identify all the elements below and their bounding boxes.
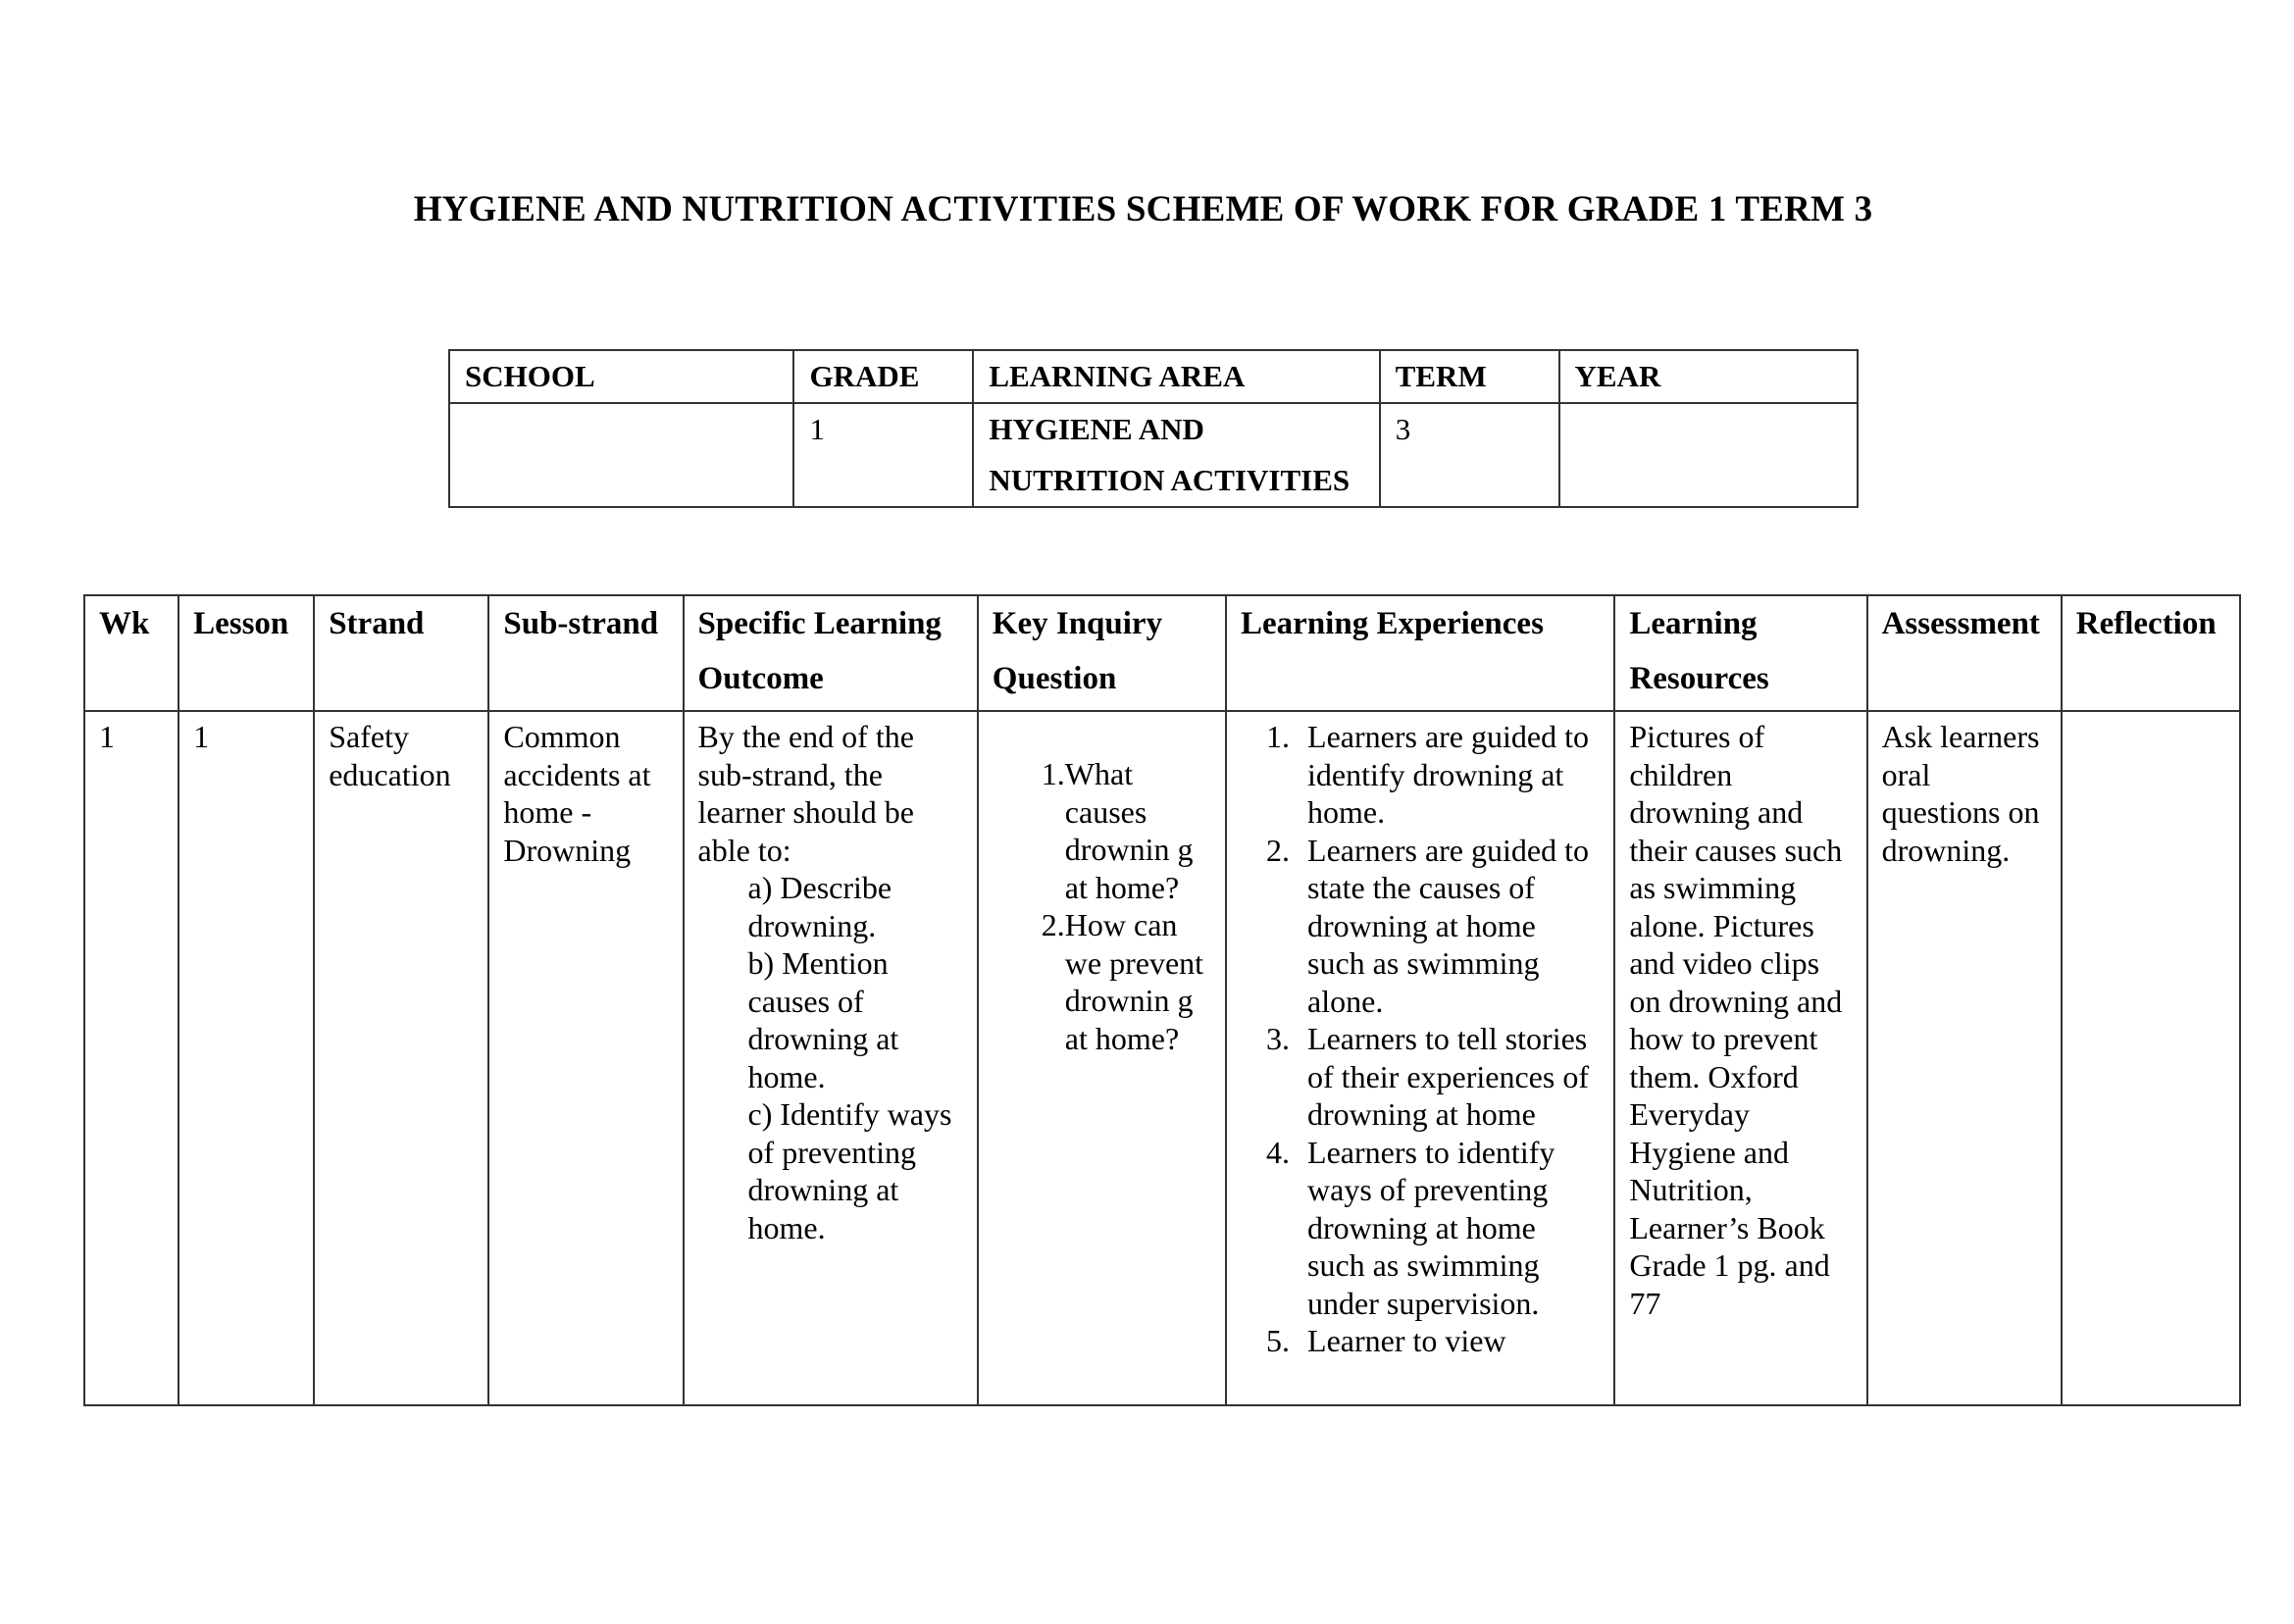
info-school-value [449, 403, 793, 507]
header-strand: Strand [314, 595, 488, 711]
header-slo-line2: Outcome [697, 661, 824, 696]
kiq-item-text: What causes drownin g at home? [1064, 756, 1194, 905]
header-key-inquiry-question [978, 595, 1226, 711]
info-header-learning-area: LEARNING AREA [973, 350, 1379, 403]
le-item-number: 3. [1266, 1021, 1291, 1056]
header-slo-line1: Specific Learning [697, 606, 942, 641]
header-wk: Wk [84, 595, 178, 711]
info-header-grade: GRADE [793, 350, 973, 403]
slo-item-label: a) [747, 870, 773, 905]
info-header-row [449, 350, 1858, 403]
table-row [84, 711, 2240, 1405]
header-sub-strand: Sub-strand [488, 595, 683, 711]
info-learning-area-value: HYGIENE AND NUTRITION ACTIVITIES [973, 403, 1379, 507]
header-specific-learning-outcome [684, 595, 978, 711]
header-assessment: Assessment [1867, 595, 2062, 711]
info-header-term: TERM [1380, 350, 1559, 403]
cell-lesson: 1 [178, 711, 314, 1405]
cell-learning-resources: Pictures of children drowning and their causes such as swimming alone. Pictures and video clips on drowning and how to prevent them. Oxford Everyday Hygiene and Nutrition, Learner’s Book Grade 1 pg. and 77 [1614, 711, 1866, 1405]
list-item [1241, 1134, 1600, 1323]
info-year-value [1559, 403, 1858, 507]
slo-item-text: Identify ways of preventing drowning at home. [747, 1096, 952, 1245]
list-item [1241, 1020, 1600, 1134]
le-item-number: 2. [1266, 832, 1291, 868]
cell-sub-strand: Common accidents at home - Drowning [488, 711, 683, 1405]
info-header-year: YEAR [1559, 350, 1858, 403]
document-title: HYGIENE AND NUTRITION ACTIVITIES SCHEME OF WORK FOR GRADE 1 TERM 3 [413, 189, 1873, 229]
kiq-item-number: 2. [1041, 907, 1065, 942]
info-header-school: SCHOOL [449, 350, 793, 403]
le-item-text: Learners are guided to identify drowning at home. [1307, 719, 1589, 830]
header-lr-line1: Learning [1629, 606, 1758, 641]
le-item-number: 4. [1266, 1134, 1291, 1170]
scheme-header-row [84, 595, 2240, 711]
list-item [1241, 1322, 1600, 1360]
list-item [1042, 755, 1211, 906]
info-grade-value: 1 [793, 403, 973, 507]
header-learning-experiences: Learning Experiences [1226, 595, 1614, 711]
slo-item-label: b) [747, 945, 775, 981]
cell-specific-learning-outcome [684, 711, 978, 1405]
slo-item-text: Mention causes of drowning at home. [747, 945, 899, 1094]
list-item [748, 944, 963, 1095]
cell-learning-experiences [1226, 711, 1614, 1405]
le-item-text: Learners to tell stories of their experiences of drowning at home [1307, 1021, 1589, 1132]
info-value-row [449, 403, 1858, 507]
cell-reflection [2062, 711, 2240, 1405]
le-item-number: 1. [1266, 719, 1291, 754]
kiq-item-text: How can we prevent drownin g at home? [1064, 907, 1204, 1056]
header-learning-resources [1614, 595, 1866, 711]
slo-intro: By the end of the sub-strand, the learner should be able to: [697, 719, 914, 868]
cell-assessment: Ask learners oral questions on drowning. [1867, 711, 2062, 1405]
list-item [1042, 906, 1211, 1057]
le-item-number: 5. [1266, 1323, 1291, 1358]
header-kiq-line2: Question [992, 661, 1117, 696]
list-item [1241, 832, 1600, 1021]
cell-key-inquiry-question [978, 711, 1226, 1405]
school-info-table [448, 349, 1859, 508]
learning-experiences-list [1241, 718, 1600, 1360]
info-term-value: 3 [1380, 403, 1559, 507]
cell-strand: Safety education [314, 711, 488, 1405]
list-item [748, 869, 963, 944]
list-item [1241, 718, 1600, 832]
header-kiq-line1: Key Inquiry [992, 606, 1163, 641]
kiq-list [993, 755, 1211, 1057]
slo-item-label: c) [747, 1096, 773, 1132]
slo-item-text: Describe drowning. [747, 870, 892, 943]
scheme-of-work-table [83, 594, 2241, 1406]
le-item-text: Learners to identify ways of preventing drowning at home such as swimming under supervision. [1307, 1134, 1555, 1321]
le-item-text: Learner to view [1307, 1323, 1506, 1358]
header-reflection: Reflection [2062, 595, 2240, 711]
cell-wk: 1 [84, 711, 178, 1405]
header-lr-line2: Resources [1629, 661, 1769, 696]
slo-list [698, 869, 963, 1246]
kiq-item-number: 1. [1041, 756, 1065, 791]
header-lesson: Lesson [178, 595, 314, 711]
le-item-text: Learners are guided to state the causes of drowning at home such as swimming alone. [1307, 832, 1589, 1019]
list-item [748, 1095, 963, 1246]
